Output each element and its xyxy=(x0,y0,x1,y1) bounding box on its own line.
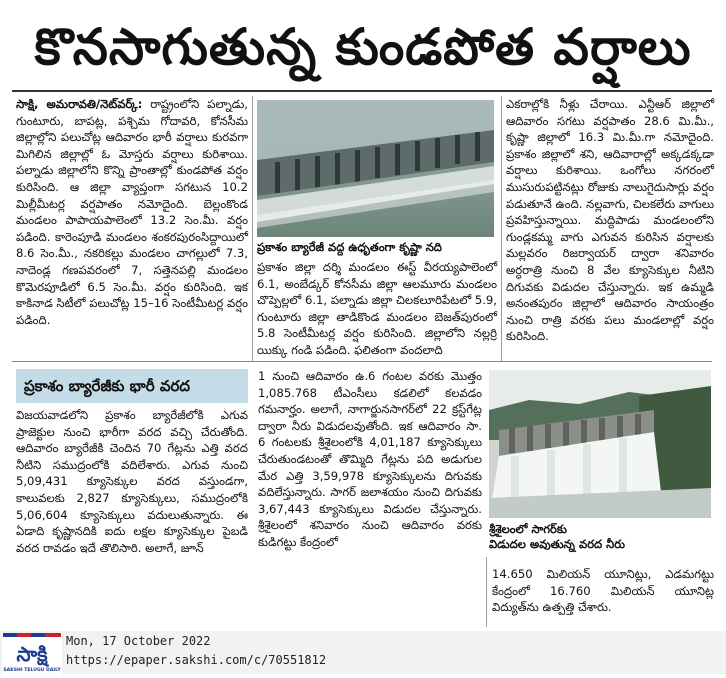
column-2-text: ప్రకాశం జిల్లా దర్శి మండలం ఈస్ట్‌ వీరయ్యపాలెంలో 6.1, అంబేడ్కర్‌ కోనసీమ జిల్లా ఆలమూరు మండలం చొప్పెల్లలో 6.1, పల్నాడు జిల్లా చిలకలూరిపేటలో 5.9, గుంటూరు జిల్లా తాడికొండ మండలం బెజత్‌పురంలో 5.8 సెంటీమీటర్ల వర్షం కురిసింది. జిల్లాలోని నల్లర్రి యిక్కు గండి పడింది. ఫలితంగా వందలాది xyxy=(257,260,497,357)
column-3-text: ఎకరాల్లోకి నీళ్లు చేరాయి. ఎన్టీఆర్‌ జిల్లాలో ఆదివారం సగటు వర్షపాతం 28.6 మి.మీ., కృష్ణా జిల్లాలో 16.3 మి.మీ.గా నమోదైంది. ప్రకాశం జిల్లాలో శని, ఆదివారాల్లో అక్కడక్కడా వర్షాలు కురిశాయి. ఒంగోలు నగరంలో ముసురుపట్టినట్లు రోజుకు నాలుగైదుసార్లు వర్షం పడుతూనే ఉంది. నల్లవాగు, చిలకలేరు వాగులు ప్రవహిస్తున్నాయి. మద్దిపాడు మండలంలోని గుండ్లకమ్మ వాగు ఎగువన కురిసిన వర్షాలకు మల్లవరం రిజర్వాయర్‌ ద్వారా శనివారం అర్ధరాత్రి నుంచి 8 వేల క్యూసెక్కుల నీటిని దిగువకు విడుదల చేస్తున్నారు. ఇక ఉమ్మడి అనంతపురం జిల్లాలో ఆదివారం సాయంత్రం నుంచి రాత్రి వరకు పలు మండలాల్లో వర్షం కురిసింది. xyxy=(506,97,714,344)
barrage-photo-caption: ప్రకాశం బ్యారేజీ వద్ద ఉధృతంగా కృష్ణా నది xyxy=(257,240,442,254)
dam-photo-caption xyxy=(489,522,714,552)
article-column-3 xyxy=(506,96,714,345)
article-column-1 xyxy=(16,96,248,328)
dam-caption-line-1: శ్రీశైలంలో సాగర్‌కు xyxy=(489,522,567,536)
svg-text:SAKSHI TELUGU DAILY: SAKSHI TELUGU DAILY xyxy=(3,668,61,673)
section-divider xyxy=(12,361,712,362)
srisailam-dam-photo xyxy=(489,370,711,518)
svg-text:సాక్షి: సాక్షి xyxy=(16,642,48,666)
column-divider xyxy=(486,557,487,627)
epaper-link[interactable]: https://epaper.sakshi.com/c/70551812 xyxy=(66,653,327,667)
column-6-text: 14.650 మిలియన్‌ యూనిట్లు, ఎడమగట్టు కేంద్రంలో 16.760 మిలియన్‌ యూనిట్ల విద్యుత్‌ను ఉత్పత్తి చేశారు. xyxy=(492,567,714,615)
article-column-5 xyxy=(258,368,482,551)
headline-rule xyxy=(12,90,712,92)
article-column-2 xyxy=(257,259,497,359)
column-divider xyxy=(501,96,502,361)
edition-date: Mon, 17 October 2022 xyxy=(66,634,211,648)
dam-caption-line-2: విడుదల అవుతున్న వరద నీరు xyxy=(489,537,626,551)
column-1-text: రాష్ట్రంలోని పల్నాడు, గుంటూరు, బాపట్ల, పశ్చిమ గోదావరి, కోనసీమ జిల్లాల్లోని పలుచోట్ల ఆదివారం భారీ వర్షాలు కురవగా మిగిలిన జిల్లాల్లో ఓ మోస్తరు వర్షాలు కురిశాయి. పల్నాడు జిల్లాలోని కొన్ని ప్రాంతాల్లో కుండపోత వర్షం కురిసింది. ఆ జిల్లా వ్యాప్తంగా సగటున 10.2 మిల్లీమీటర్ల వర్షపాతం నమోదైంది. బెల్లంకొండ మండలం పాపాయపాలెంలో 13.2 సెం.మీ. వర్షం పడింది. కారెంపూడి మండలం శంకరపురంసిద్దాయిలో 8.6 సెం.మీ., నకరికల్లు మండలం చాగల్లులో 7.3, నాదెండ్ల గణపవరంలో 7, సత్తెనపల్లి మండలం కొమెరపూడిలో 6.5 సెం.మీ. వర్షం కురిసింది. ఇక కాకినాడ సిటీలో పలుచోట్ల 15–16 సెంటీమీటర్ల వర్షం పడింది. xyxy=(16,97,248,327)
article-column-4 xyxy=(16,407,248,556)
column-4-text: విజయవాడలోని ప్రకాశం బ్యారేజీలోకి ఎగువ ప్రాజెక్టుల నుంచి భారీగా వరద వచ్చి చేరుతోంది. ఆదివారం బ్యారేజీకి చెందిన 70 గేట్లను ఎత్తి వరద నీటిని సముద్రంలోకి వదిలేశారు. ఎగువ నుంచి 5,09,431 క్యూసెక్కుల వరద వస్తుండగా, కాలువలకు 2,827 క్యూసెక్కులు, సముద్రంలోకి 5,06,604 క్యూసెక్కులు వదులుతున్నారు. ఈ ఏడాది కృష్ణానదికి ఐదు లక్షల క్యూసెక్కుల పైబడి వరద రావడం ఇదే తొలిసారి. అలాగే, జూన్‌ xyxy=(16,408,248,555)
sakshi-logo xyxy=(2,633,62,674)
dateline: సాక్షి, అమరావతి/నెట్‌వర్క్‌: xyxy=(16,97,143,111)
column-divider xyxy=(252,96,253,361)
barrage-photo xyxy=(257,100,494,237)
headline: కొనసాగుతున్న కుండపోత వర్షాలు xyxy=(34,18,692,76)
article-column-6 xyxy=(492,566,714,616)
column-5-text: 1 నుంచి ఆదివారం ఉ.6 గంటల వరకు మొత్తం 1,085.768 టీఎంసీలు కడలిలో కలవడం గమనార్హం. అలాగే, నాగార్జునసాగర్‌లో 22 క్రస్ట్‌గేట్ల ద్వారా నీరు విడుదలవుతోంది. ఇక ఆదివారం సా. 6 గంటలకు శ్రీశైలంలోకి 4,01,187 క్యూసెక్కులు చేరుతుండటంతో తొమ్మిది గేట్లను పది అడుగుల మేర ఎత్తి 3,59,978 క్యూసెక్కులను దిగువకు వదిలేస్తున్నారు. సాగర్‌ జలాశయం నుంచి దిగువకు 3,67,443 క్యూసెక్కులు విడుదల చేస్తున్నారు. శ్రీశైలంలో శనివారం నుంచి ఆదివారం వరకు కుడిగట్టు కేంద్రంలో xyxy=(258,369,482,549)
section-subhead: ప్రకాశం బ్యారేజీకు భారీ వరద xyxy=(16,369,248,403)
